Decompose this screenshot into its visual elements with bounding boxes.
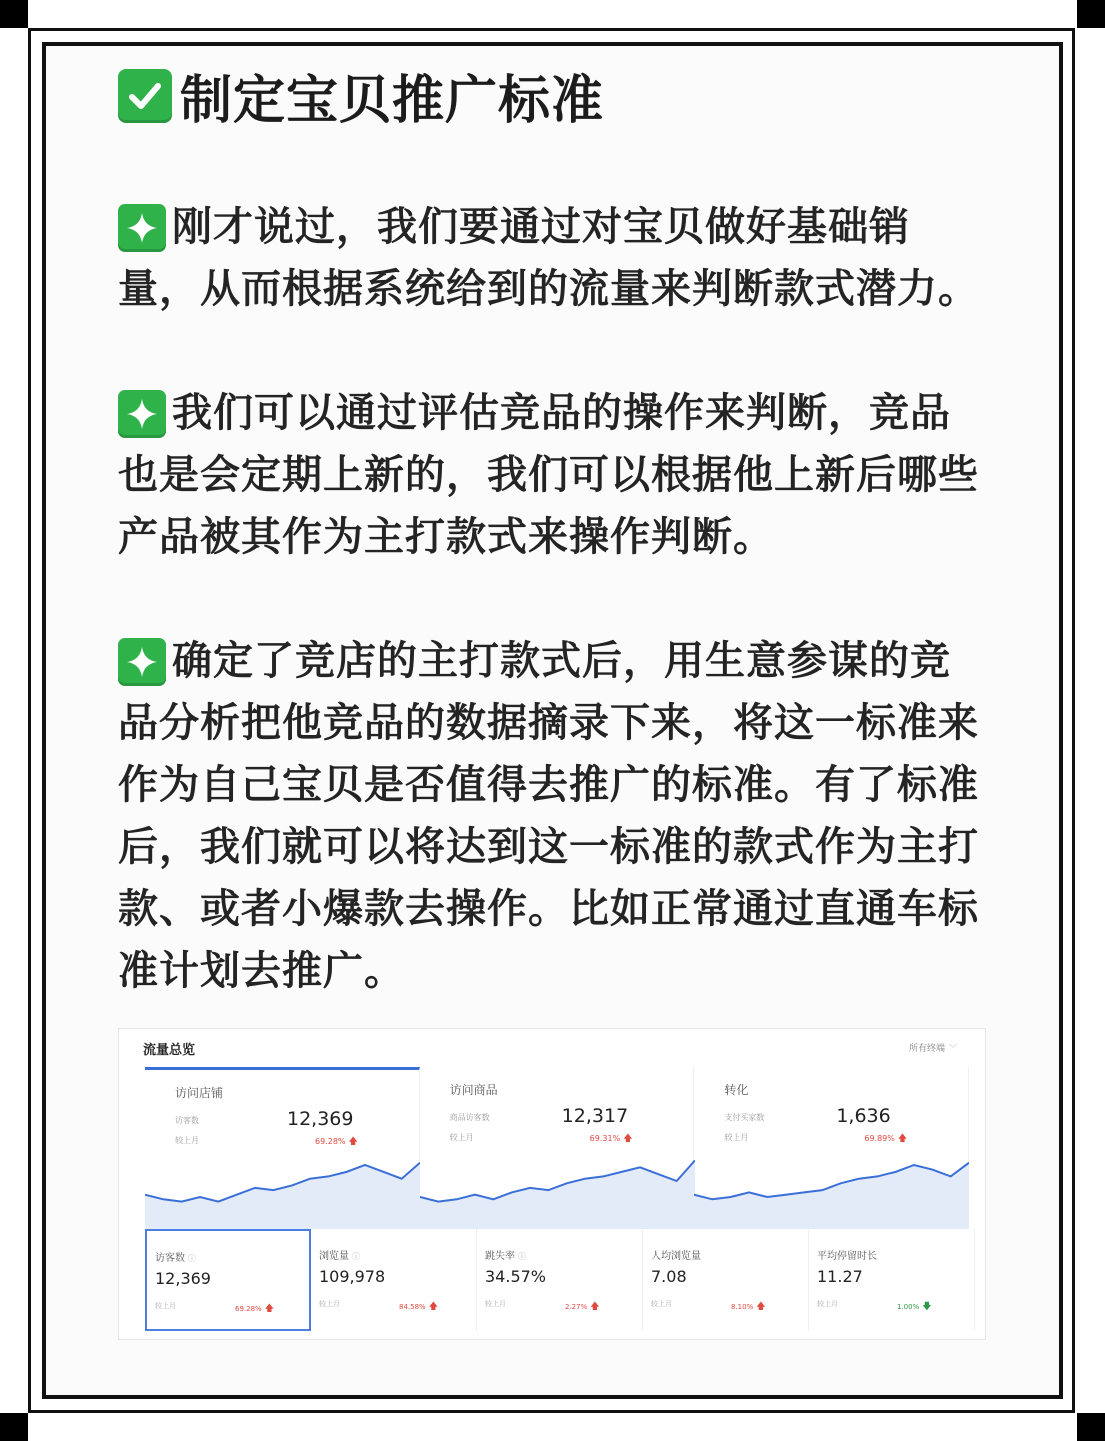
stat-change: [565, 1299, 600, 1315]
stat-label-text: 浏览量: [319, 1251, 349, 1262]
up-arrow-icon: 🡅: [623, 1134, 633, 1144]
up-arrow-icon: 🡅: [428, 1302, 438, 1312]
up-arrow-icon: 🡅: [590, 1302, 600, 1312]
info-icon: ⓘ: [352, 1252, 360, 1261]
card-compare-label: 较上月: [175, 1136, 199, 1145]
info-icon: ⓘ: [188, 1254, 196, 1263]
up-arrow-icon: 🡅: [264, 1304, 274, 1314]
stat-value: 12,369: [155, 1269, 211, 1288]
card-change-value: 69.31%: [589, 1134, 621, 1143]
corner-mark: [0, 0, 28, 28]
stat-change: [235, 1301, 274, 1317]
sparkle-icon: [118, 204, 166, 252]
stat-change: [399, 1299, 438, 1315]
card-change-value: 69.89%: [864, 1134, 895, 1143]
card-product-visits[interactable]: [420, 1067, 695, 1229]
stat-label-text: 人均浏览量: [651, 1251, 701, 1262]
stat-tiles: [145, 1229, 975, 1331]
stat-change: [731, 1299, 766, 1315]
card-value: 12,317: [561, 1105, 629, 1127]
stat-label-text: 跳失率: [485, 1251, 515, 1262]
card-metric-label: 访客数: [175, 1116, 199, 1125]
chevron-down-icon: ﹀: [949, 1044, 957, 1053]
stat-avg-duration[interactable]: [809, 1229, 975, 1331]
stat-change: [897, 1299, 932, 1315]
stat-label-text: 访客数: [155, 1253, 185, 1264]
corner-mark: [1077, 1413, 1105, 1441]
trend-area: [145, 1163, 420, 1229]
card-change: [590, 1131, 633, 1147]
stat-compare-label: 较上月: [651, 1300, 672, 1308]
stat-value: 34.57%: [485, 1267, 547, 1286]
dashboard-title: 流量总览: [143, 1043, 196, 1058]
card-compare-label: 较上月: [449, 1133, 474, 1142]
stat-label: [651, 1247, 701, 1262]
card-value: 1,636: [836, 1105, 891, 1127]
card-conversion[interactable]: [694, 1067, 969, 1229]
stat-compare-label: 较上月: [485, 1300, 506, 1308]
stat-compare-label: 较上月: [319, 1300, 340, 1308]
title-text: 制定宝贝推广标准: [180, 71, 605, 131]
card-change-value: 69.28%: [315, 1137, 346, 1146]
paragraph-2: [118, 382, 988, 568]
card-metric-label: 商品访客数: [449, 1113, 490, 1122]
stat-label: [319, 1247, 360, 1262]
stat-value: 11.27: [817, 1267, 863, 1286]
stat-label: [817, 1247, 877, 1262]
stat-change-value: 69.28%: [235, 1305, 262, 1313]
stat-value: 7.08: [651, 1267, 687, 1286]
stat-change-value: 2.27%: [565, 1303, 588, 1311]
card-value: 12,369: [287, 1108, 354, 1130]
corner-mark: [0, 1413, 28, 1441]
paragraph-text: 刚才说过，我们要通过对宝贝做好基础销量，从而根据系统给到的流量来判断款式潜力。: [118, 204, 979, 312]
card-compare-label: 较上月: [724, 1133, 749, 1142]
card-trend-chart: [420, 1149, 695, 1229]
sparkle-icon: [118, 638, 166, 686]
check-mark-icon: [118, 69, 172, 123]
corner-mark: [1077, 0, 1105, 28]
paragraph-1: [118, 196, 988, 320]
card-title: 访问商品: [449, 1083, 498, 1097]
paragraph-text: 确定了竞店的主打款式后，用生意参谋的竞品分析把他竞品的数据摘录下来，将这一标准来作为自己宝贝是否值得去推广的标准。有了标准后，我们就可以将达到这一标准的款式作为主打款、或者小爆款去操作。比如正常通过直通车标准计划去推广。: [118, 638, 979, 994]
stat-value: 109,978: [319, 1267, 386, 1286]
card-store-visits[interactable]: [145, 1067, 420, 1229]
down-arrow-icon: 🡇: [922, 1302, 932, 1312]
stat-label: [155, 1249, 196, 1264]
info-icon: ⓘ: [518, 1252, 526, 1261]
up-arrow-icon: 🡅: [348, 1137, 358, 1147]
card-change: [315, 1134, 358, 1150]
stat-compare-label: 较上月: [817, 1300, 838, 1308]
card-trend-chart: [694, 1149, 969, 1229]
stat-label: [485, 1247, 526, 1262]
terminal-filter-dropdown[interactable]: [909, 1041, 957, 1054]
stat-change-value: 1.00%: [897, 1303, 920, 1311]
card-title: 访问店铺: [175, 1086, 224, 1100]
paragraph-text: 我们可以通过评估竞品的操作来判断，竞品也是会定期上新的，我们可以根据他上新后哪些产品被其作为主打款式来操作判断。: [118, 390, 979, 560]
stat-avg-pageviews[interactable]: [643, 1229, 809, 1331]
card-trend-chart: [145, 1149, 420, 1229]
paragraph-3: [118, 630, 988, 1002]
overview-cards: [145, 1067, 969, 1229]
card-change: [864, 1131, 907, 1147]
traffic-overview-dashboard: [118, 1028, 986, 1340]
stat-pageviews[interactable]: [311, 1229, 477, 1331]
sparkle-icon: [118, 390, 166, 438]
filter-label: 所有终端: [908, 1044, 945, 1054]
up-arrow-icon: 🡅: [897, 1134, 908, 1144]
page-title: [118, 58, 604, 133]
stat-visitors[interactable]: [145, 1229, 311, 1331]
stat-label-text: 平均停留时长: [817, 1251, 877, 1262]
stat-compare-label: 较上月: [155, 1302, 176, 1310]
up-arrow-icon: 🡅: [756, 1302, 766, 1312]
card-title: 转化: [724, 1083, 749, 1097]
stat-bounce-rate[interactable]: [477, 1229, 643, 1331]
stat-change-value: 84.58%: [399, 1303, 426, 1311]
card-metric-label: 支付买家数: [724, 1113, 765, 1122]
stat-change-value: 8.10%: [731, 1303, 754, 1311]
trend-area: [420, 1160, 695, 1229]
